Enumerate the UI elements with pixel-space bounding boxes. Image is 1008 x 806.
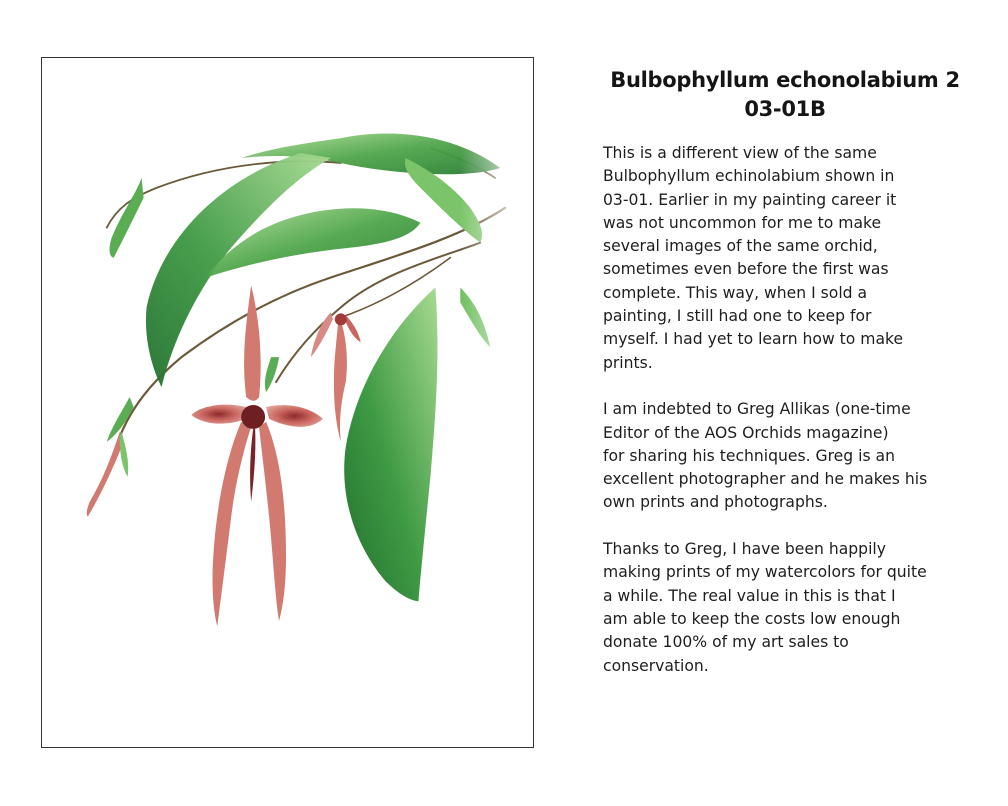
text-line: was not uncommon for me to make: [603, 213, 882, 232]
text-line: Editor of the AOS Orchids magazine): [603, 423, 889, 442]
text-line: prints.: [603, 353, 653, 372]
text-line: sometimes even before the first was: [603, 260, 889, 279]
text-line: painting, I still had one to keep for: [603, 307, 872, 326]
page-title: [590, 66, 980, 124]
text-line: Bulbophyllum echinolabium shown in: [603, 167, 895, 186]
text-line: making prints of my watercolors for quite: [603, 563, 927, 582]
text-line: several images of the same orchid,: [603, 237, 878, 256]
text-line: own prints and photographs.: [603, 493, 828, 512]
text-line: Thanks to Greg, I have been happily: [603, 540, 886, 559]
title-line-2: 03-01B: [744, 97, 826, 121]
left-bud: [87, 432, 128, 517]
text-line: am able to keep the costs low enough: [603, 609, 901, 628]
text-line: a while. The real value in this is that I: [603, 586, 896, 605]
leaves: [107, 133, 500, 601]
text-line: for sharing his techniques. Greg is an: [603, 446, 895, 465]
artwork-frame: [41, 57, 534, 748]
text-line: This is a different view of the same: [603, 144, 877, 162]
text-line: excellent photographer and he makes his: [603, 470, 928, 489]
text-line: I am indebted to Greg Allikas (one-time: [603, 400, 911, 419]
text-line: complete. This way, when I sold a: [603, 283, 868, 302]
text-line: donate 100% of my art sales to: [603, 633, 849, 652]
text-line: myself. I had yet to learn how to make: [603, 330, 904, 349]
text-line: conservation.: [603, 656, 709, 675]
paragraph-2: [603, 398, 973, 514]
text-line: 03-01. Earlier in my painting career it: [603, 190, 897, 209]
description: [603, 142, 973, 701]
orchid-painting: [42, 58, 533, 747]
fade-edge: [460, 128, 533, 347]
title-line-1: Bulbophyllum echonolabium 2: [610, 68, 960, 92]
paragraph-1: [603, 142, 973, 375]
paragraph-3: [603, 538, 973, 678]
